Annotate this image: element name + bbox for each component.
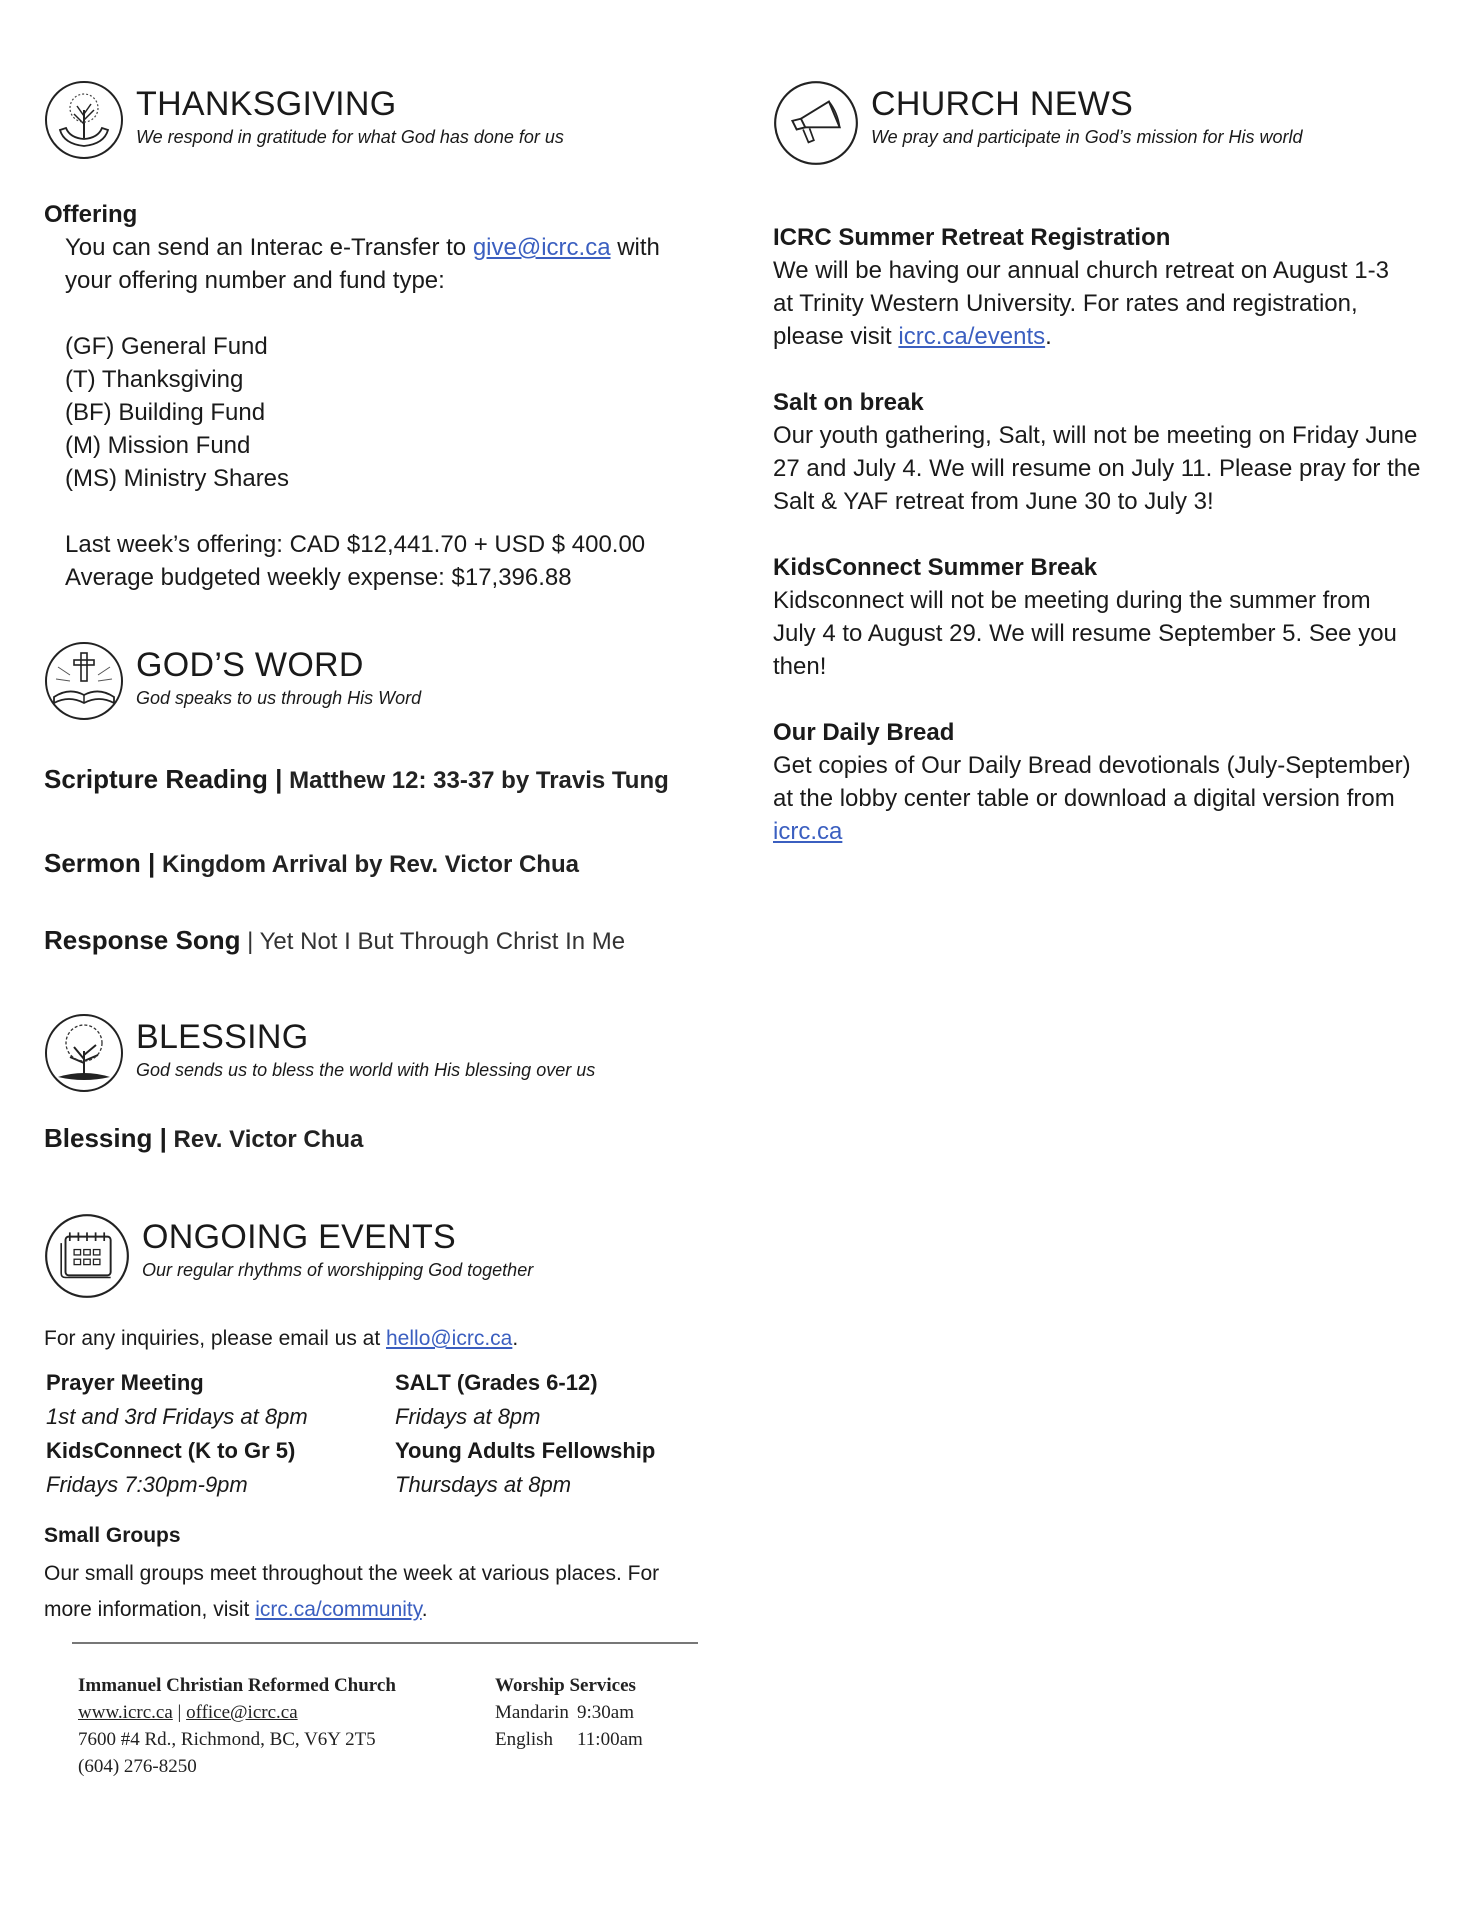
- news-line: July 4 to August 29. We will resume September 5. See you: [773, 620, 1397, 647]
- news-line: at the lobby center table or download a digital version from: [773, 785, 1395, 812]
- hello-email-link[interactable]: hello@icrc.ca: [386, 1327, 513, 1350]
- church-address: 7600 #4 Rd., Richmond, BC, V6Y 2T5: [78, 1729, 376, 1750]
- section-title: CHURCH NEWS: [871, 85, 1134, 123]
- church-phone: (604) 276-8250: [78, 1756, 197, 1777]
- news-item: [773, 551, 1453, 683]
- ongoing-events-header: [44, 1213, 533, 1299]
- service-time: 11:00am: [577, 1729, 643, 1750]
- website-link[interactable]: www.icrc.ca: [78, 1702, 173, 1723]
- small-groups-text: more information, visit: [44, 1598, 256, 1621]
- news-line: We will be having our annual church retreat on August 1-3: [773, 257, 1389, 284]
- event-time: Fridays 7:30pm-9pm: [46, 1472, 248, 1497]
- news-title: Our Daily Bread: [773, 719, 955, 746]
- offering-line1: [44, 231, 660, 264]
- section-subtitle: God speaks to us through His Word: [136, 688, 422, 708]
- sermon-label: Sermon |: [44, 848, 156, 878]
- fund-item: (GF) General Fund: [65, 333, 268, 360]
- give-email-link[interactable]: give@icrc.ca: [472, 234, 611, 261]
- event-time: Thursdays at 8pm: [395, 1472, 572, 1497]
- response-label: Response Song: [44, 925, 241, 955]
- offering-line2: your offering number and fund type:: [65, 267, 445, 294]
- small-groups-body: [44, 1556, 704, 1628]
- calendar-icon: [44, 1213, 130, 1299]
- services-title: Worship Services: [495, 1675, 636, 1696]
- icrc-link[interactable]: icrc.ca: [773, 818, 843, 845]
- service-label: English: [495, 1729, 554, 1750]
- event-time: Fridays at 8pm: [395, 1404, 541, 1429]
- scripture-reading: [44, 762, 669, 798]
- news-line: at Trinity Western University. For rates and registration,: [773, 290, 1358, 317]
- average-expense: Average budgeted weekly expense: $17,396.88: [65, 564, 572, 591]
- section-title: THANKSGIVING: [136, 85, 397, 123]
- offering-text-post: with: [610, 234, 660, 261]
- fund-item: (BF) Building Fund: [65, 399, 266, 426]
- footer-divider: [72, 1642, 698, 1644]
- sermon-value: Kingdom Arrival by Rev. Victor Chua: [155, 851, 579, 878]
- scripture-label: Scripture Reading |: [44, 764, 283, 794]
- event-name: SALT (Grades 6-12): [395, 1370, 598, 1395]
- news-period: .: [1045, 323, 1052, 350]
- church-name: Immanuel Christian Reformed Church: [78, 1675, 396, 1696]
- section-subtitle: God sends us to bless the world with His blessing over us: [136, 1060, 596, 1080]
- gods-word-header: [44, 641, 421, 721]
- offering-heading: Offering: [44, 201, 138, 228]
- response-value: | Yet Not I But Through Christ In Me: [240, 928, 626, 955]
- section-title: GOD’S WORD: [136, 646, 364, 684]
- footer-contact: [78, 1672, 498, 1780]
- news-line: [773, 815, 1453, 848]
- blessing-header: [44, 1013, 595, 1093]
- news-line: [773, 320, 1453, 353]
- small-groups-period: .: [421, 1598, 428, 1621]
- section-subtitle: Our regular rhythms of worshipping God together: [142, 1260, 534, 1280]
- news-line: Get copies of Our Daily Bread devotionals (July-September): [773, 752, 1411, 779]
- news-line: Our youth gathering, Salt, will not be meeting on Friday June: [773, 422, 1418, 449]
- response-song: [44, 923, 625, 959]
- thanksgiving-header: [44, 80, 564, 160]
- news-title: Salt on break: [773, 389, 924, 416]
- small-groups-line: [44, 1592, 704, 1628]
- megaphone-icon: [773, 80, 859, 166]
- hands-tree-icon: [44, 80, 124, 160]
- tree-icon: [44, 1013, 124, 1093]
- event-name: KidsConnect (K to Gr 5): [46, 1438, 296, 1463]
- sermon: [44, 846, 579, 882]
- service-label: Mandarin: [495, 1702, 569, 1723]
- community-link[interactable]: icrc.ca/community: [255, 1598, 422, 1621]
- inquiry-line: [44, 1324, 518, 1354]
- events-grid: [44, 1366, 694, 1506]
- event-time: 1st and 3rd Fridays at 8pm: [46, 1404, 308, 1429]
- last-week-offering: Last week’s offering: CAD $12,441.70 + USD $ 400.00: [65, 531, 646, 558]
- news-item: [773, 716, 1453, 848]
- section-title: ONGOING EVENTS: [142, 1218, 457, 1256]
- news-title: ICRC Summer Retreat Registration: [773, 224, 1171, 251]
- inquiry-period: .: [512, 1327, 519, 1350]
- fund-item: (T) Thanksgiving: [65, 366, 244, 393]
- events-link[interactable]: icrc.ca/events: [898, 323, 1046, 350]
- news-line: Kidsconnect will not be meeting during the summer from: [773, 587, 1371, 614]
- office-email-link[interactable]: office@icrc.ca: [186, 1702, 298, 1723]
- news-title: KidsConnect Summer Break: [773, 554, 1098, 581]
- footer-separator: |: [172, 1702, 187, 1723]
- fund-item: (MS) Ministry Shares: [65, 465, 290, 492]
- news-item: [773, 221, 1453, 353]
- offering-text: You can send an Interac e-Transfer to: [65, 234, 473, 261]
- blessing-line: [44, 1121, 363, 1157]
- bible-cross-icon: [44, 641, 124, 721]
- service-time: 9:30am: [577, 1702, 634, 1723]
- church-news-header: [773, 80, 1303, 166]
- footer-links: [78, 1699, 498, 1726]
- service-english: [495, 1726, 715, 1753]
- fund-item: (M) Mission Fund: [65, 432, 251, 459]
- section-title: BLESSING: [136, 1018, 309, 1056]
- blessing-value: Rev. Victor Chua: [166, 1126, 364, 1153]
- news-item: [773, 386, 1453, 518]
- scripture-value: Matthew 12: 33-37 by Travis Tung: [282, 767, 669, 794]
- footer-services: [495, 1672, 715, 1753]
- small-groups-line: Our small groups meet throughout the week at various places. For: [44, 1562, 660, 1585]
- blessing-label: Blessing |: [44, 1123, 167, 1153]
- section-subtitle: We pray and participate in God’s mission for His world: [871, 127, 1303, 147]
- news-line: Salt & YAF retreat from June 30 to July 3!: [773, 488, 1214, 515]
- section-subtitle: We respond in gratitude for what God has done for us: [136, 127, 564, 147]
- news-line: 27 and July 4. We will resume on July 11. Please pray for the: [773, 455, 1421, 482]
- news-line: then!: [773, 653, 827, 680]
- small-groups-title: Small Groups: [44, 1524, 181, 1547]
- service-mandarin: [495, 1699, 715, 1726]
- event-name: Prayer Meeting: [46, 1370, 204, 1395]
- event-name: Young Adults Fellowship: [395, 1438, 656, 1463]
- inquiry-text: For any inquiries, please email us at: [44, 1327, 386, 1350]
- news-text: please visit: [773, 323, 899, 350]
